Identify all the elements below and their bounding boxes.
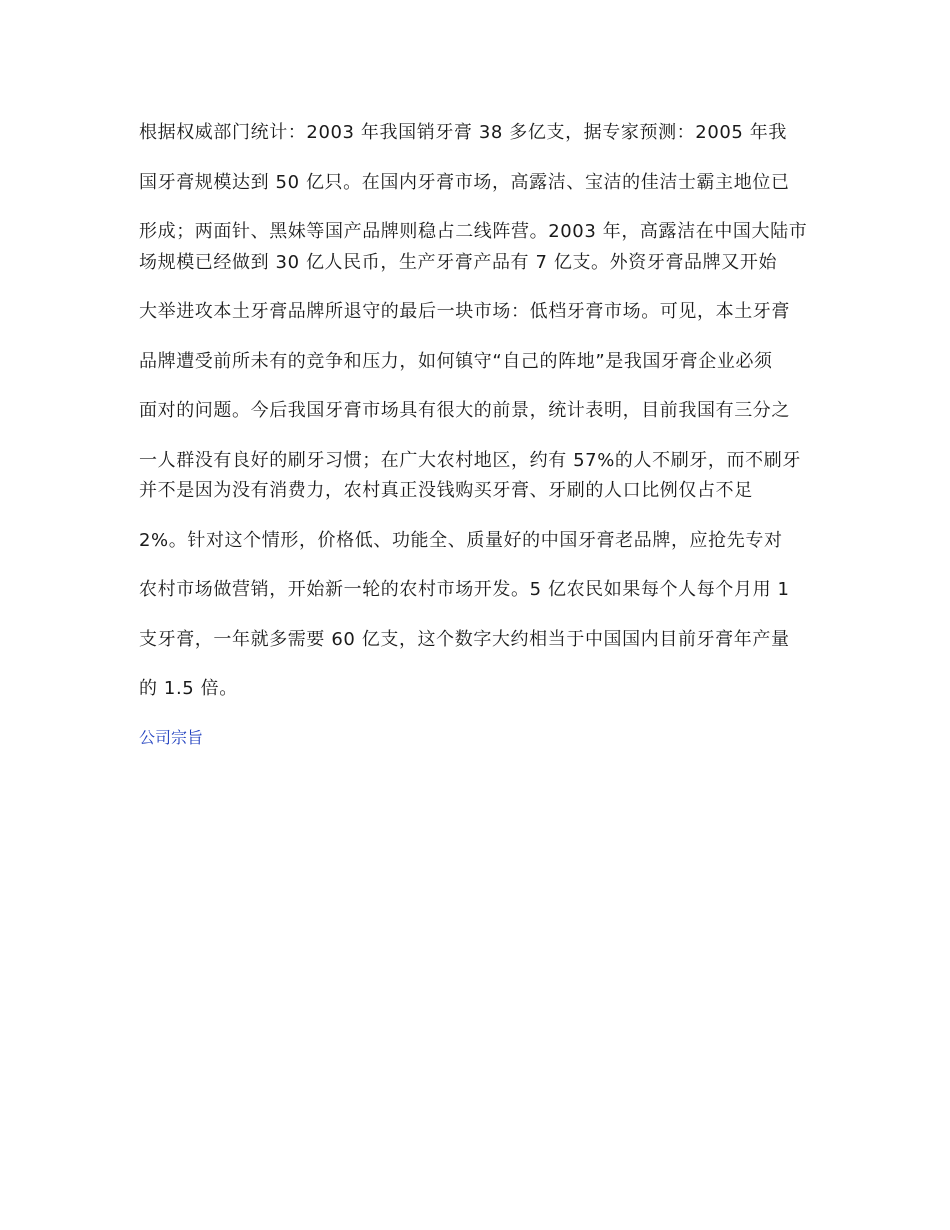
paragraph: 农村市场做营销，开始新一轮的农村市场开发。5 亿农民如果每个人每个月用 1 (139, 579, 790, 600)
document-body (139, 118, 811, 750)
paragraph: 根据权威部门统计：2003 年我国销牙膏 38 多亿支，据专家预测：2005 年我 (139, 122, 788, 143)
paragraph: 一人群没有良好的刷牙习惯；在广大农村地区，约有 57%的人不刷牙，而不刷牙并不是因为没有消费力，农村真正没钱购买牙膏、牙刷的人口比例仅占不足 (139, 449, 801, 501)
paragraph: 面对的问题。今后我国牙膏市场具有很大的前景，统计表明，目前我国有三分之 (139, 400, 790, 421)
paragraph: 品牌遭受前所未有的竞争和压力，如何镇守“自己的阵地”是我国牙膏企业必须 (139, 350, 773, 372)
paragraph: 大举进攻本土牙膏品牌所退守的最后一块市场：低档牙膏市场。可见，本土牙膏 (139, 301, 790, 322)
paragraph: 支牙膏，一年就多需要 60 亿支，这个数字大约相当于中国国内目前牙膏年产量 (139, 628, 790, 650)
company-mission-link[interactable]: 公司宗旨 (139, 727, 204, 747)
paragraph: 2%。针对这个情形，价格低、功能全、质量好的中国牙膏老品牌，应抢先专对 (139, 529, 783, 551)
paragraph: 的 1.5 倍。 (139, 678, 238, 699)
paragraph: 国牙膏规模达到 50 亿只。在国内牙膏市场，高露洁、宝洁的佳洁士霸主地位已 (139, 171, 790, 193)
paragraph: 形成；两面针、黑妹等国产品牌则稳占二线阵营。2003 年，高露洁在中国大陆市场规模已经做到 30 亿人民币，生产牙膏产品有 7 亿支。外资牙膏品牌又开始 (139, 221, 808, 273)
